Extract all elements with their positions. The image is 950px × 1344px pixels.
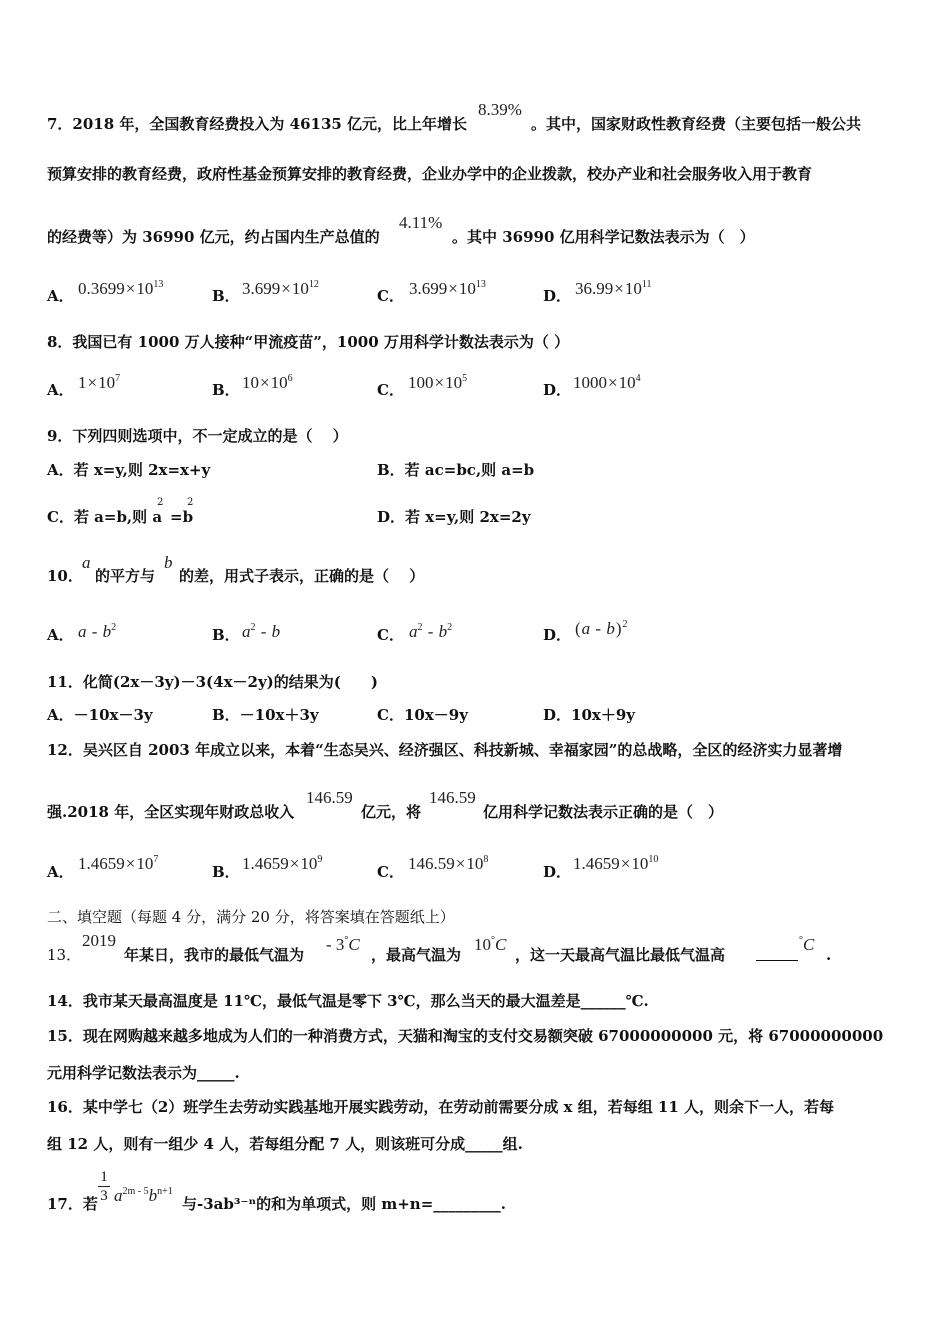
q11-option-d[interactable]: D．10x＋9y — [543, 706, 635, 724]
q11-option-a[interactable]: A．－10x－3y — [47, 706, 153, 724]
q12-line1: 12．吴兴区自 2003 年成立以来，本着“生态吴兴、经济强区、科技新城、幸福家园”的总战略，全区的经济实力显著增 — [47, 741, 843, 759]
q8-option-a-expr: $1\times 10^7$ — [78, 373, 121, 392]
section-2-heading: 二、填空题（每题 4 分，满分 20 分，将答案填在答题纸上） — [47, 908, 455, 926]
q7-option-d-expr: $36.99\times 10^{11}$ — [575, 279, 652, 298]
q7-option-b-expr: $3.699\times 10^{12}$ — [242, 279, 319, 298]
q10-var-a: a — [82, 553, 91, 572]
q11-option-b[interactable]: B．－10x＋3y — [212, 706, 319, 724]
q16-line1: 16．某中学七（2）班学生去劳动实践基地开展实践劳动，在劳动前需要分成 x 组，若每组 11 人，则余下一人，若每 — [47, 1098, 835, 1116]
q10-var-b: b — [164, 553, 173, 572]
q7-line1a: 7．2018 年，全国教育经费投入为 46135 亿元，比上年增长 — [47, 115, 468, 133]
q13-period: . — [826, 946, 832, 964]
q7-line2: 预算安排的教育经费，政府性基金预算安排的教育经费，企业办学中的企业拨款，校办产业和社会服务收入用于教育 — [47, 165, 813, 183]
q10-option-c-expr: $a^2 - b^2$ — [409, 622, 453, 641]
q7-line3a: 的经费等）为 36990 亿元，约占国内生产总值的 — [47, 228, 380, 246]
q13-number: 13． — [47, 946, 82, 964]
q12-option-d-expr: $1.4659\times 10^{10}$ — [573, 854, 659, 873]
q7-option-c-expr: $3.699\times 10^{13}$ — [409, 279, 486, 298]
q13-year: 2019 — [82, 931, 116, 950]
q17-number: 17．若 — [47, 1195, 98, 1213]
q8-stem: 8．我国已有 1000 万人接种“甲流疫苗”，1000 万用科学计数法表示为（ ） — [47, 333, 570, 351]
q10-number: 10． — [47, 567, 83, 585]
q13-high-temp: 10°C — [474, 935, 507, 954]
q7-pct2: 4.11% — [399, 213, 443, 232]
q10-option-b-expr: $a^2$ - b — [242, 622, 281, 641]
q10-tail: 的差，用式子表示，正确的是（ ） — [179, 567, 425, 585]
q8-option-d-expr: $1000\times 10^4$ — [573, 373, 641, 392]
q9-stem: 9．下列四则选项中，不一定成立的是（ ） — [47, 427, 348, 445]
q13-unit: °C — [799, 935, 815, 954]
q12-option-c-expr: $146.59\times 10^8$ — [408, 854, 489, 873]
q16-line2: 组 12 人，则有一组少 4 人，若每组分配 7 人，则该班可分成_____组. — [47, 1135, 523, 1153]
q7-line3b: 。其中 36990 亿用科学记数法表示为（ ） — [452, 228, 755, 246]
q9-option-d[interactable]: D．若 x=y,则 2x=2y — [377, 508, 531, 526]
q14-stem: 14．我市某天最高温度是 11℃，最低气温是零下 3℃，那么当天的最大温差是______℃. — [47, 992, 649, 1010]
q12-line2b: 亿元，将 — [361, 803, 422, 821]
q11-option-c[interactable]: C．10x－9y — [377, 706, 468, 724]
q8-option-c-expr: $100\times 10^5$ — [408, 373, 468, 392]
q17-fraction: $\frac{1}{3}$ — [98, 1168, 110, 1205]
q12-value-1: 146.59 — [306, 788, 353, 807]
q11-stem: 11．化简(2x－3y)－3(4x－2y)的结果为( ) — [47, 673, 378, 691]
q12-value-2: 146.59 — [429, 788, 476, 807]
q9-option-b[interactable]: B．若 ac=bc,则 a=b — [377, 461, 535, 479]
q13-text-2: ，最高气温为 — [371, 946, 462, 964]
q13-text-3: ，这一天最高气温比最低气温高 — [515, 946, 726, 964]
q8-option-b-expr: $10\times 10^6$ — [242, 373, 293, 392]
q13-low-temp: - 3°C — [326, 935, 360, 954]
q12-line2a: 强.2018 年，全区实现年财政总收入 — [47, 803, 295, 821]
q12-option-a-expr: $1.4659\times 10^7$ — [78, 854, 159, 873]
q7-line1b: 。其中，国家财政性教育经费（主要包括一般公共 — [531, 115, 862, 133]
q13-text-1: 年某日，我市的最低气温为 — [124, 946, 305, 964]
q15-line1: 15．现在网购越来越多地成为人们的一种消费方式，天猫和淘宝的支付交易额突破 67000000000 元，将 67000000000 — [47, 1027, 884, 1045]
q17-monomial: $a^{2m - 5}b^{n+1}$ — [114, 1186, 173, 1205]
q12-line2c: 亿用科学记数法表示正确的是（ ） — [483, 803, 724, 821]
q7-option-a-expr: $0.3699\times 10^{13}$ — [78, 279, 164, 298]
q9-option-a[interactable]: A．若 x=y,则 2x=x+y — [47, 461, 211, 479]
q17-tail: 与-3ab³⁻ⁿ的和为单项式，则 m+n=_________. — [182, 1195, 507, 1213]
q12-option-b-expr: $1.4659\times 10^9$ — [242, 854, 323, 873]
q10-option-d-expr: (a - b)$^2$ — [575, 619, 628, 638]
q10-option-a-expr: a - $b^2$ — [78, 622, 117, 641]
q13-answer-blank[interactable] — [756, 960, 798, 961]
q7-pct1: 8.39% — [478, 100, 522, 119]
q15-line2: 元用科学记数法表示为_____. — [47, 1064, 240, 1082]
q10-mid: 的平方与 — [95, 567, 156, 585]
